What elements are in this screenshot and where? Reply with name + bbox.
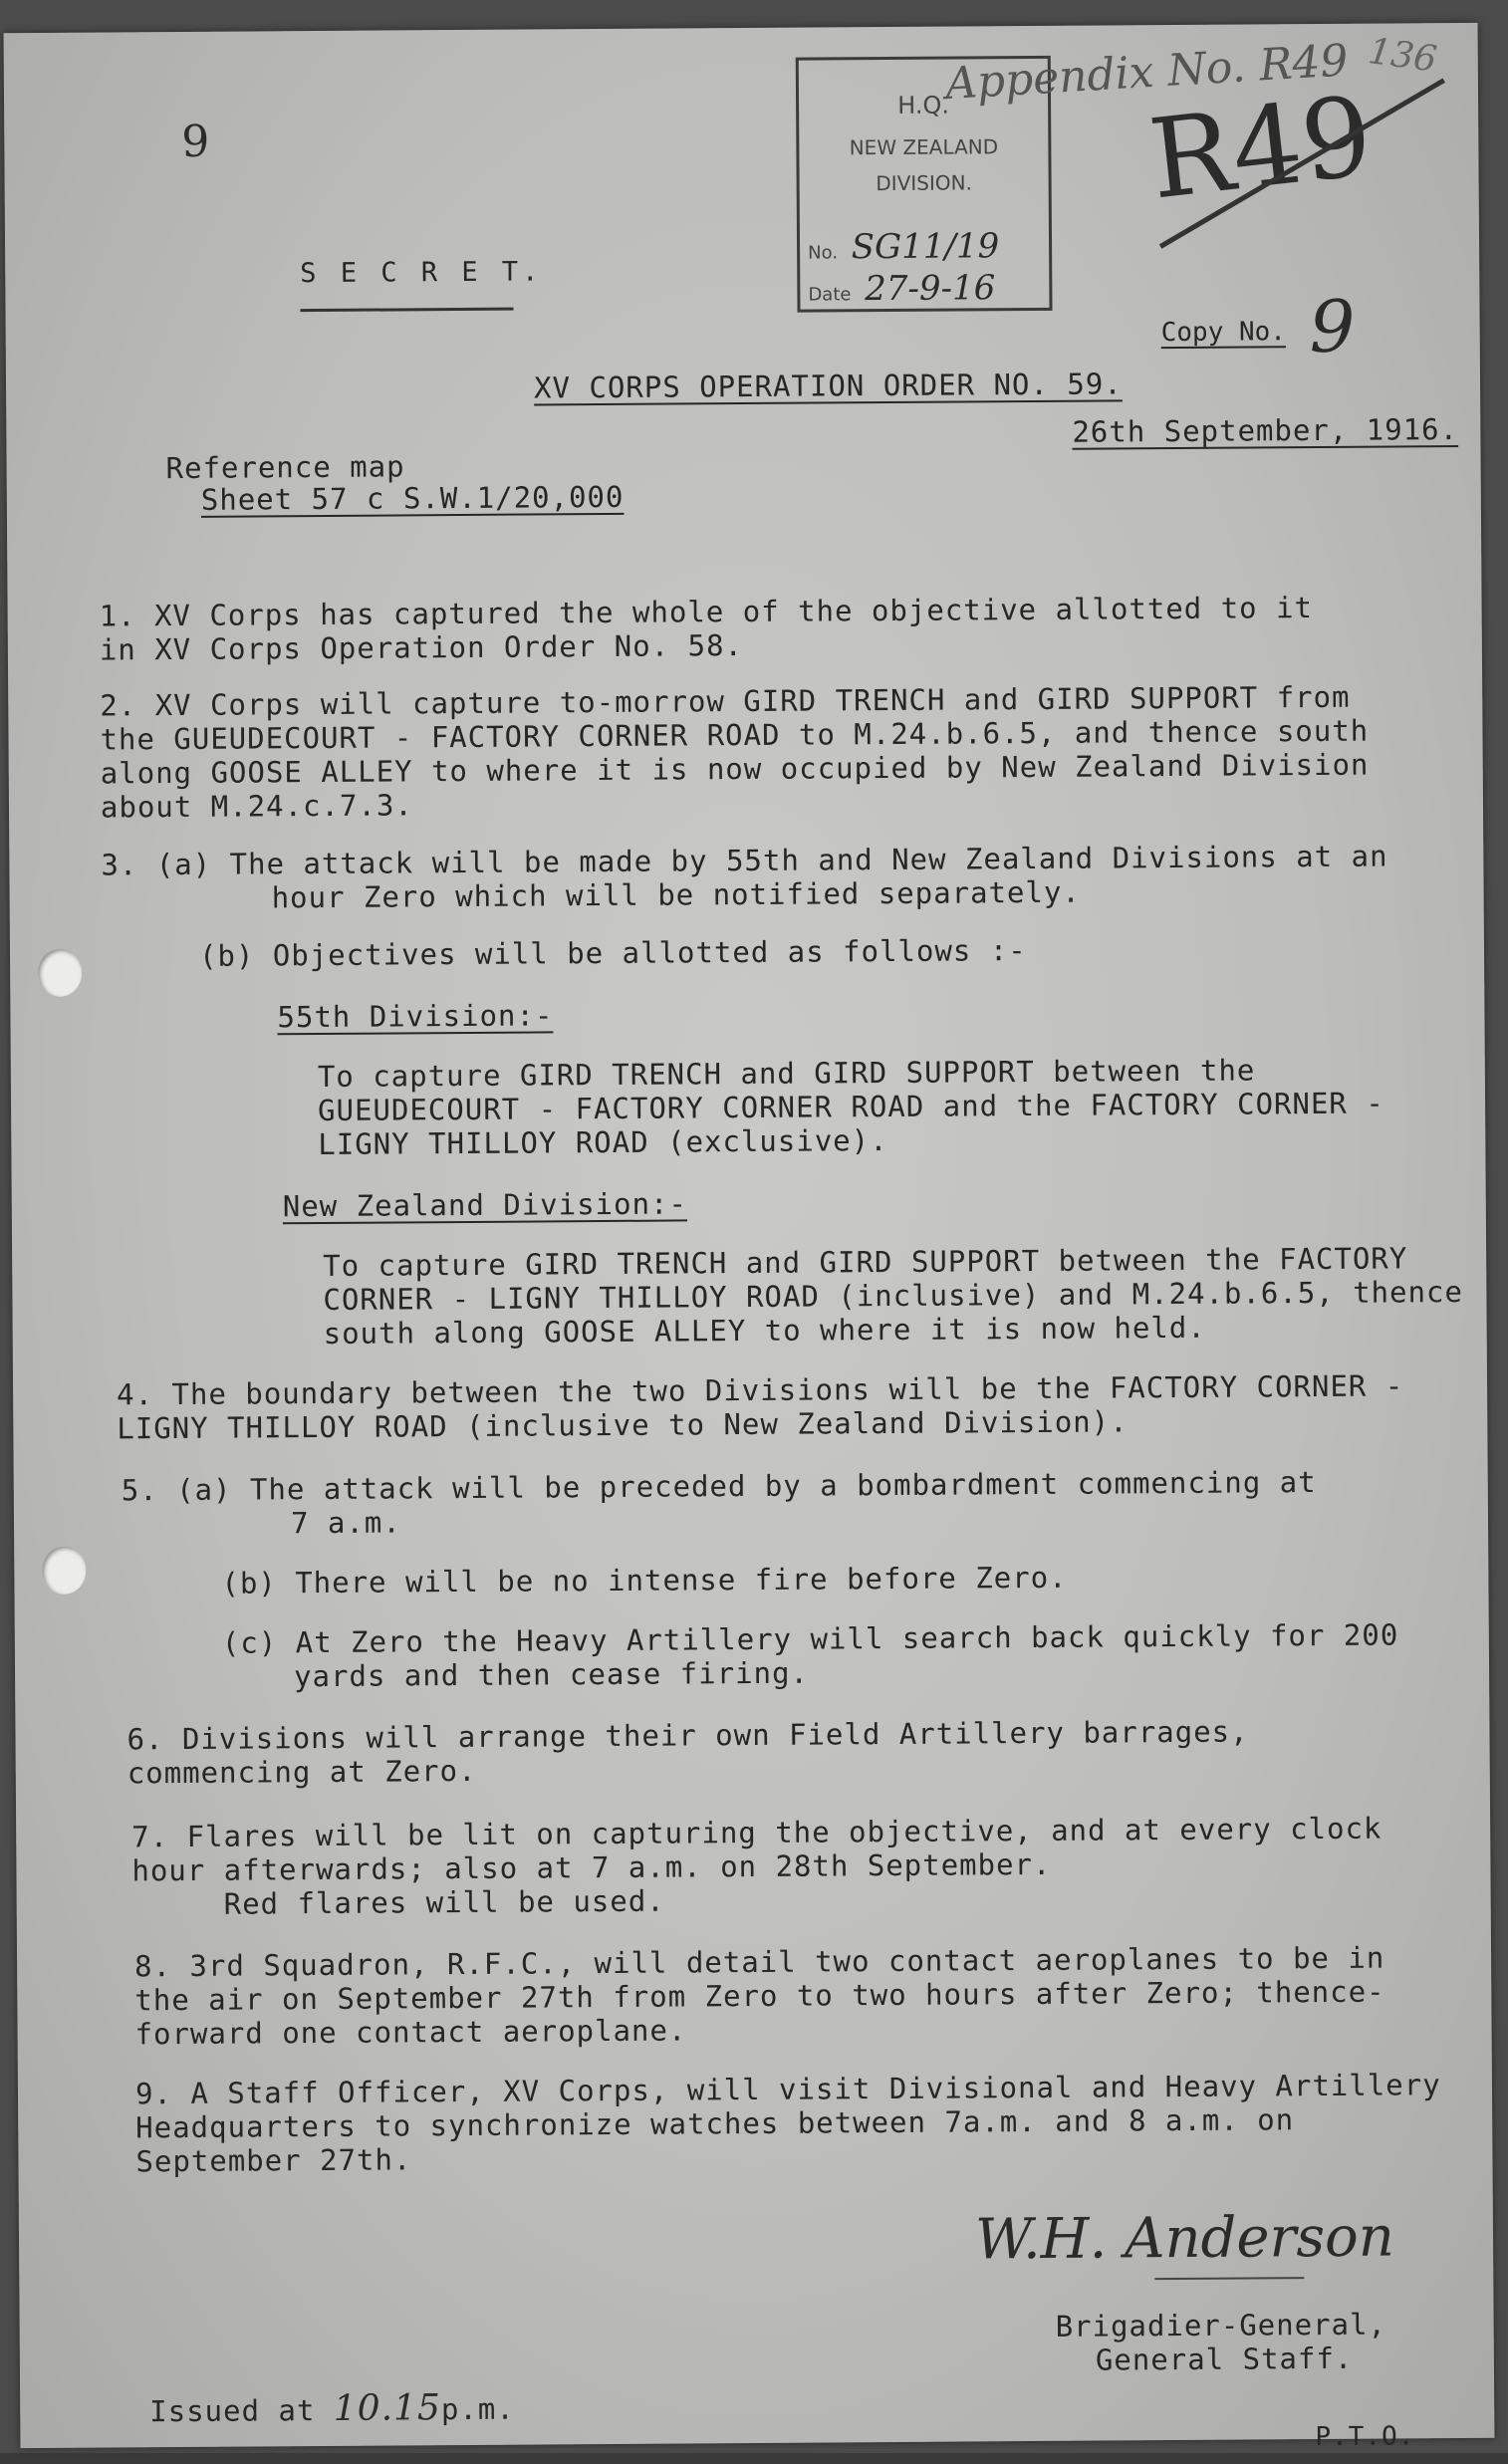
stamp-new-zealand: NEW ZEALAND bbox=[849, 134, 999, 160]
handwritten-signature: W.H. Anderson bbox=[974, 2204, 1395, 2273]
para-5c-line-2: yards and then cease firing. bbox=[293, 1655, 810, 1694]
stamp-no-value: SG11/19 bbox=[851, 226, 1000, 268]
stamp-date-value: 27-9-16 bbox=[864, 268, 996, 310]
para-5a-line-2: 7 a.m. bbox=[290, 1505, 401, 1541]
document-page bbox=[4, 23, 1495, 2453]
punch-hole-lower bbox=[42, 1547, 86, 1595]
signatory-rank: Brigadier-General, bbox=[1055, 2307, 1387, 2343]
nz-division-line-1: To capture GIRD TRENCH and GIRD SUPPORT between the FACTORY bbox=[323, 1241, 1408, 1283]
order-title: XV CORPS OPERATION ORDER NO. 59. bbox=[533, 367, 1123, 405]
appendix-note: Appendix No. R49 bbox=[943, 35, 1350, 111]
para-1-line-1: 1. XV Corps has captured the whole of the objective allotted to it bbox=[99, 591, 1314, 633]
para-6-line-2: commencing at Zero. bbox=[126, 1753, 477, 1791]
signature-underline bbox=[1154, 2277, 1304, 2280]
para-3b: (b) Objectives will be allotted as follows :- bbox=[198, 933, 1027, 973]
reference-map-sheet: Sheet 57 c S.W.1/20,000 bbox=[200, 479, 625, 517]
copy-number-field bbox=[1160, 285, 1355, 370]
para-3a-line-1: 3. (a) The attack will be made by 55th and New Zealand Divisions at an bbox=[101, 839, 1388, 882]
stamp-hq: H.Q. bbox=[897, 91, 950, 120]
para-6-line-1: 6. Divisions will arrange their own Field Artillery barrages, bbox=[126, 1714, 1249, 1757]
para-2-line-2: the GUEUDECOURT - FACTORY CORNER ROAD to M.24.b.6.5, and thence south bbox=[100, 713, 1370, 757]
nz-division-heading: New Zealand Division:- bbox=[282, 1186, 688, 1224]
para-7-line-3: Red flares will be used. bbox=[223, 1883, 665, 1921]
issued-at-label: Issued at bbox=[149, 2393, 316, 2429]
para-3a-line-2: hour Zero which will be notified separately. bbox=[271, 874, 1081, 915]
signatory-role: General Staff. bbox=[1095, 2341, 1354, 2377]
copy-number: 9 bbox=[1309, 284, 1356, 370]
para-4-line-1: 4. The boundary between the two Divisions will be the FACTORY CORNER - bbox=[116, 1368, 1404, 1412]
para-2-line-3: along GOOSE ALLEY to where it is now occupied by New Zealand Division bbox=[100, 747, 1370, 791]
folio-number: 9 bbox=[181, 116, 210, 167]
division-55-heading: 55th Division:- bbox=[277, 998, 554, 1035]
issued-at-suffix: p.m. bbox=[440, 2391, 515, 2427]
division-55-line-1: To capture GIRD TRENCH and GIRD SUPPORT between the bbox=[317, 1053, 1256, 1095]
para-1-line-2: in XV Corps Operation Order No. 58. bbox=[99, 628, 744, 667]
para-4-line-2: LIGNY THILLOY ROAD (inclusive to New Zealand Division). bbox=[117, 1404, 1129, 1446]
reference-map-label: Reference map bbox=[165, 449, 405, 486]
para-9-line-1: 9. A Staff Officer, XV Corps, will visit Divisional and Heavy Artillery bbox=[134, 2068, 1441, 2111]
para-2-line-4: about M.24.c.7.3. bbox=[100, 788, 413, 825]
para-5b: (b) There will be no intense fire before Zero. bbox=[221, 1560, 1068, 1601]
stamp-division: DIVISION. bbox=[876, 170, 972, 196]
para-5c-line-1: (c) At Zero the Heavy Artillery will search back quickly for 200 bbox=[221, 1617, 1399, 1660]
para-8-line-2: the air on September 27th from Zero to two hours after Zero; thence- bbox=[134, 1974, 1385, 2018]
classification-text: S E C R E T. bbox=[300, 256, 543, 290]
nz-division-line-3: south along GOOSE ALLEY to where it is now held. bbox=[323, 1310, 1206, 1351]
division-55-line-3: LIGNY THILLOY ROAD (exclusive). bbox=[318, 1123, 888, 1162]
para-8-line-1: 8. 3rd Squadron, R.F.C., will detail two contact aeroplanes to be in bbox=[133, 1940, 1385, 1984]
para-7-line-1: 7. Flares will be lit on capturing the objective, and at every clock bbox=[131, 1811, 1382, 1854]
para-2-line-1: 2. XV Corps will capture to-morrow GIRD TRENCH and GIRD SUPPORT from bbox=[100, 679, 1351, 723]
copy-label: Copy No. bbox=[1160, 317, 1287, 349]
stamp-date-row bbox=[808, 268, 995, 309]
issued-at-line bbox=[149, 2387, 515, 2430]
big-reference-r49: R49 bbox=[1142, 72, 1379, 224]
stamp-no-label: No. bbox=[808, 242, 839, 264]
please-turn-over: P.T.O. bbox=[1315, 2421, 1415, 2453]
punch-hole-upper bbox=[38, 949, 82, 997]
nz-division-line-2: CORNER - LIGNY THILLOY ROAD (inclusive) and M.24.b.6.5, thence bbox=[323, 1274, 1464, 1317]
division-55-line-2: GUEUDECOURT - FACTORY CORNER ROAD and the FACTORY CORNER - bbox=[317, 1086, 1384, 1128]
para-9-line-3: September 27th. bbox=[135, 2142, 412, 2179]
para-9-line-2: Headquarters to synchronize watches between 7a.m. and 8 a.m. on bbox=[135, 2102, 1295, 2145]
para-7-line-2: hour afterwards; also at 7 a.m. on 28th September. bbox=[131, 1847, 1052, 1888]
stamp-date-label: Date bbox=[808, 284, 852, 306]
para-5a-line-1: 5. (a) The attack will be preceded by a bombardment commencing at bbox=[121, 1465, 1317, 1508]
para-8-line-3: forward one contact aeroplane. bbox=[134, 2013, 687, 2052]
order-date: 26th September, 1916. bbox=[1072, 412, 1459, 449]
stamp-no-row bbox=[808, 226, 999, 267]
page-reference: 136 bbox=[1366, 31, 1439, 81]
issued-at-time: 10.15 bbox=[333, 2387, 442, 2429]
classification-secret bbox=[300, 256, 543, 312]
